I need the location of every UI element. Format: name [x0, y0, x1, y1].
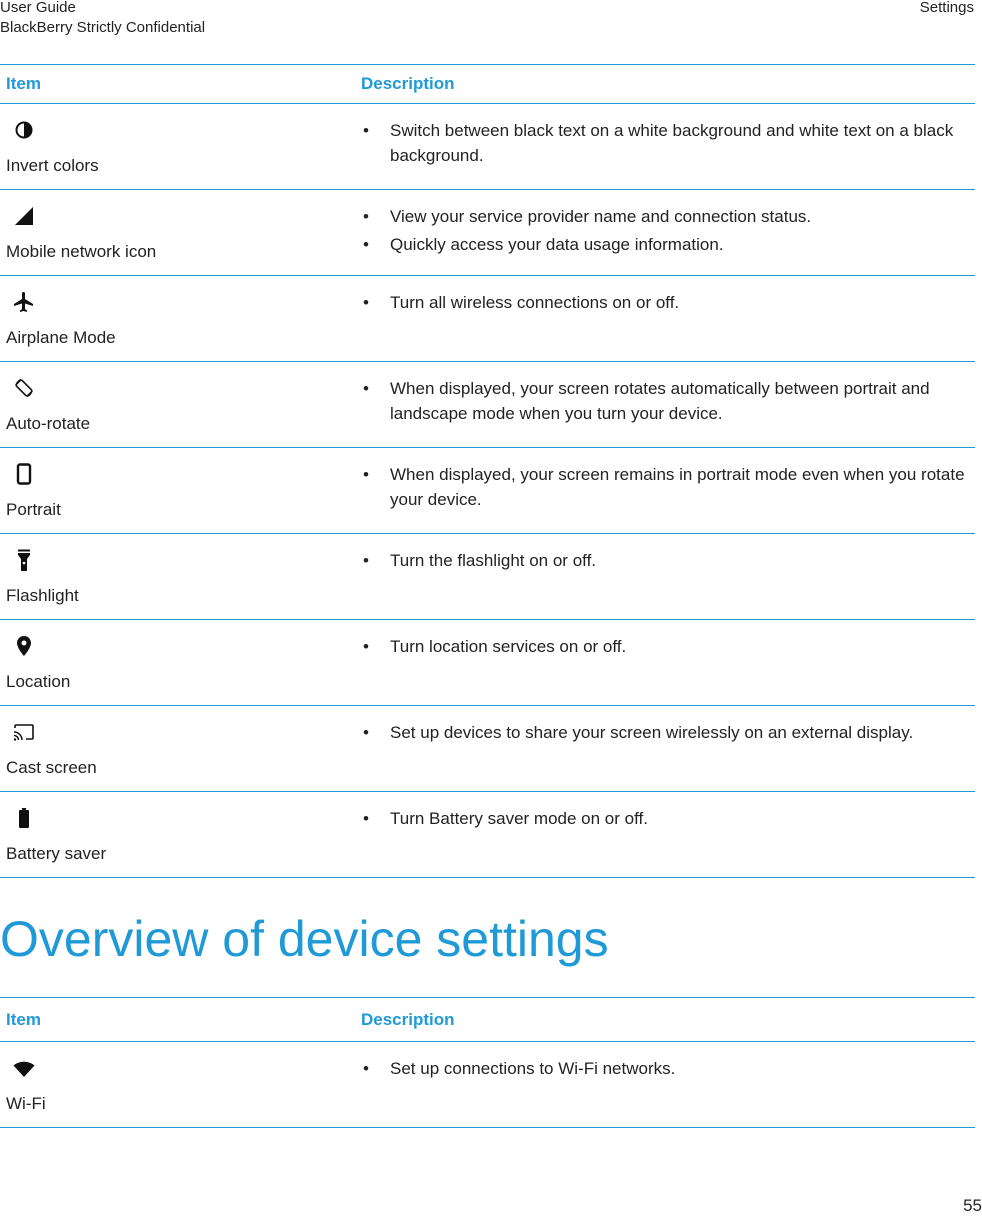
item-name: Cast screen	[6, 758, 97, 777]
item-name: Portrait	[6, 500, 61, 519]
item-name: Wi-Fi	[6, 1094, 46, 1113]
battery-icon	[12, 806, 36, 830]
item-name: Flashlight	[6, 586, 79, 605]
doc-title: User Guide	[0, 0, 76, 16]
table-row	[0, 792, 975, 878]
wifi-icon	[12, 1056, 36, 1080]
description-bullet: • Turn all wireless connections on or off.	[361, 290, 975, 315]
item-name: Mobile network icon	[6, 242, 157, 261]
table-row	[0, 448, 975, 534]
table-row	[0, 1042, 975, 1128]
page-number: 55	[963, 1196, 982, 1215]
cast-screen-icon	[12, 720, 36, 744]
table-row	[0, 362, 975, 448]
item-name: Invert colors	[6, 156, 99, 175]
description-bullet: • Turn the flashlight on or off.	[361, 548, 975, 573]
airplane-icon	[12, 290, 36, 314]
table-row	[0, 104, 975, 190]
item-name: Auto-rotate	[6, 414, 91, 433]
device-settings-table	[0, 997, 975, 1128]
description-bullet: • View your service provider name and connection status.	[361, 204, 975, 229]
table-row	[0, 620, 975, 706]
description-bullet: • Set up connections to Wi-Fi networks.	[361, 1056, 975, 1081]
table-header	[0, 64, 975, 104]
item-name: Location	[6, 672, 71, 691]
col-item-header: Item	[6, 1009, 41, 1029]
table-row	[0, 276, 975, 362]
auto-rotate-icon	[12, 376, 36, 400]
col-item-header: Item	[6, 74, 41, 93]
description-bullet: • Quickly access your data usage information.	[361, 232, 975, 257]
table-row	[0, 706, 975, 792]
description-bullet: • When displayed, your screen rotates automatically between portrait and landscape mode when you turn your device.	[361, 376, 975, 426]
table-row	[0, 190, 975, 276]
description-bullet: • Turn location services on or off.	[361, 634, 975, 659]
doc-classification: BlackBerry Strictly Confidential	[0, 19, 206, 36]
location-icon	[12, 634, 36, 658]
description-bullet: • Switch between black text on a white background and white text on a black background.	[361, 118, 975, 168]
item-name: Battery saver	[6, 844, 107, 863]
table-header	[0, 997, 975, 1042]
table-row	[0, 534, 975, 620]
mobile-network-icon	[12, 204, 36, 228]
col-description-header: Description	[361, 74, 455, 93]
quick-settings-table	[0, 64, 975, 878]
portrait-icon	[12, 462, 36, 486]
flashlight-icon	[12, 548, 36, 572]
item-name: Airplane Mode	[6, 328, 116, 347]
col-description-header: Description	[361, 1009, 455, 1029]
description-bullet: • Set up devices to share your screen wirelessly on an external display.	[361, 720, 975, 745]
description-bullet: • Turn Battery saver mode on or off.	[361, 806, 975, 831]
description-bullet: • When displayed, your screen remains in portrait mode even when you rotate your device.	[361, 462, 975, 512]
section-name: Settings	[919, 0, 974, 16]
section-title: Overview of device settings	[0, 911, 609, 967]
invert-colors-icon	[12, 118, 36, 142]
page-header-left	[0, 0, 205, 38]
